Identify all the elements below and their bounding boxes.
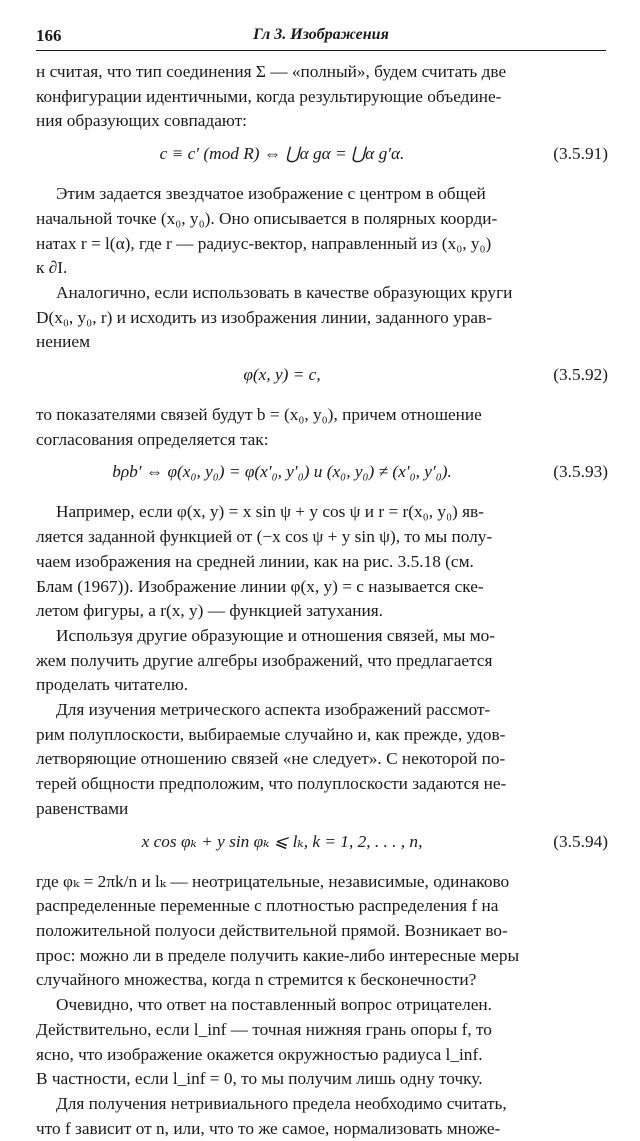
text-line: положительной полуоси действительной прямой. Возникает во- <box>36 920 508 940</box>
header-rule <box>36 50 606 51</box>
text-line: ния образующих совпадают: <box>36 111 247 131</box>
page-header <box>36 24 606 50</box>
paragraph-4 <box>36 403 608 452</box>
equation-3-5-92 <box>36 355 608 395</box>
text-line: ясно, что изображение окажется окружностью радиуса l_inf. <box>36 1044 483 1064</box>
text-line: н считая, что тип соединения Σ — «полный», будем считать две <box>36 62 507 81</box>
text-line: к ∂I. <box>36 258 68 278</box>
text-line: прос: можно ли в пределе получить какие-либо интересные меры <box>36 945 520 965</box>
text-line: В частности, если l_inf = 0, то мы получим лишь одну точку. <box>36 1069 483 1089</box>
text-line: случайного множества, когда n стремится к бесконечности? <box>36 970 477 990</box>
text-line: Этим задается звездчатое изображение с центром в общей <box>56 184 486 204</box>
text-line: что f зависит от n, или, что то же самое, нормализовать множе- <box>36 1118 501 1138</box>
text-line: рим полуплоскости, выбираемые случайно и, как прежде, удов- <box>36 724 506 744</box>
equation-3-5-94 <box>36 822 608 862</box>
text-line: конфигурации идентичными, когда результирующие объедине- <box>36 86 502 106</box>
text-line: жем получить другие алгебры изображений, что предлагается <box>36 650 493 670</box>
running-head: Гл 3. Изображения <box>253 26 389 43</box>
paragraph-1 <box>36 60 608 134</box>
text-line: распределенные переменные с плотностью распределения f на <box>36 896 499 916</box>
equation-expression: bρb′ ⇔ φ(x₀, y₀) = φ(x′₀, y′₀) и (x₀, y₀) ≠ (x′₀, y′₀). <box>112 462 452 482</box>
text-line: Аналогично, если использовать в качестве образующих круги <box>56 282 513 302</box>
equation-number: (3.5.92) <box>553 365 608 385</box>
paragraph-10 <box>36 1092 608 1141</box>
paragraph-7 <box>36 698 608 822</box>
text-line: Очевидно, что ответ на поставленный вопрос отрицателен. <box>56 995 492 1015</box>
text-line: где φₖ = 2πk/n и lₖ — неотрицательные, независимые, одинаково <box>36 871 510 891</box>
text-line: согласования определяется так: <box>36 429 269 449</box>
text-line: начальной точке (x₀, y₀). Оно описывается в полярных коорди- <box>36 208 498 228</box>
page-body <box>36 60 608 1141</box>
text-line: проделать читателю. <box>36 675 189 695</box>
text-line: D(x₀, y₀, r) и исходить из изображения линии, заданного урав- <box>36 307 492 327</box>
text-line: ляется заданной функцией от (−x cos ψ + y sin ψ), то мы полу- <box>36 527 493 547</box>
equation-3-5-93 <box>36 452 608 492</box>
equation-number: (3.5.91) <box>553 144 608 164</box>
equation-expression: φ(x, y) = c, <box>243 365 321 385</box>
text-line: то показателями связей будут b = (x₀, y₀), причем отношение <box>36 405 482 425</box>
text-line: Используя другие образующие и отношения связей, мы мо- <box>56 625 496 645</box>
equation-3-5-91 <box>36 134 608 174</box>
text-line: Действительно, если l_inf — точная нижняя грань опоры f, то <box>36 1019 492 1039</box>
equation-number: (3.5.94) <box>553 831 608 851</box>
equation-expression: c ≡ c′ (mod R) ⇔ ⋃α gα = ⋃α g′α. <box>159 144 405 164</box>
text-line: летом фигуры, а r(x, y) — функцией затухания. <box>36 601 383 621</box>
paragraph-3 <box>36 281 608 355</box>
equation-number: (3.5.93) <box>553 462 608 482</box>
text-line: терей общности предположим, что полуплоскости задаются не- <box>36 774 507 794</box>
paragraph-9 <box>36 993 608 1092</box>
paragraph-5 <box>36 500 608 624</box>
text-line: Например, если φ(x, y) = x sin ψ + y cos ψ и r = r(x₀, y₀) яв- <box>56 502 484 522</box>
text-line: Блам (1967)). Изображение линии φ(x, y) = c называется ске- <box>36 576 484 596</box>
text-line: нением <box>36 332 91 352</box>
text-line: Для получения нетривиального предела необходимо считать, <box>56 1093 507 1113</box>
paragraph-2 <box>36 182 608 281</box>
text-line: натах r = l(α), где r — радиус-вектор, направленный из (x₀, y₀) <box>36 233 492 253</box>
text-line: равенствами <box>36 798 129 818</box>
text-line: чаем изображения на средней линии, как на рис. 3.5.18 (см. <box>36 551 474 571</box>
paragraph-8 <box>36 870 608 994</box>
paragraph-6 <box>36 624 608 698</box>
equation-expression: x cos φₖ + y sin φₖ ⩽ lₖ, k = 1, 2, . . . , n, <box>141 831 423 851</box>
text-line: летворяющие отношению связей «не следует». С некоторой по- <box>36 749 506 769</box>
page-number: 166 <box>36 26 62 45</box>
text-line: Для изучения метрического аспекта изображений рассмот- <box>56 700 491 720</box>
